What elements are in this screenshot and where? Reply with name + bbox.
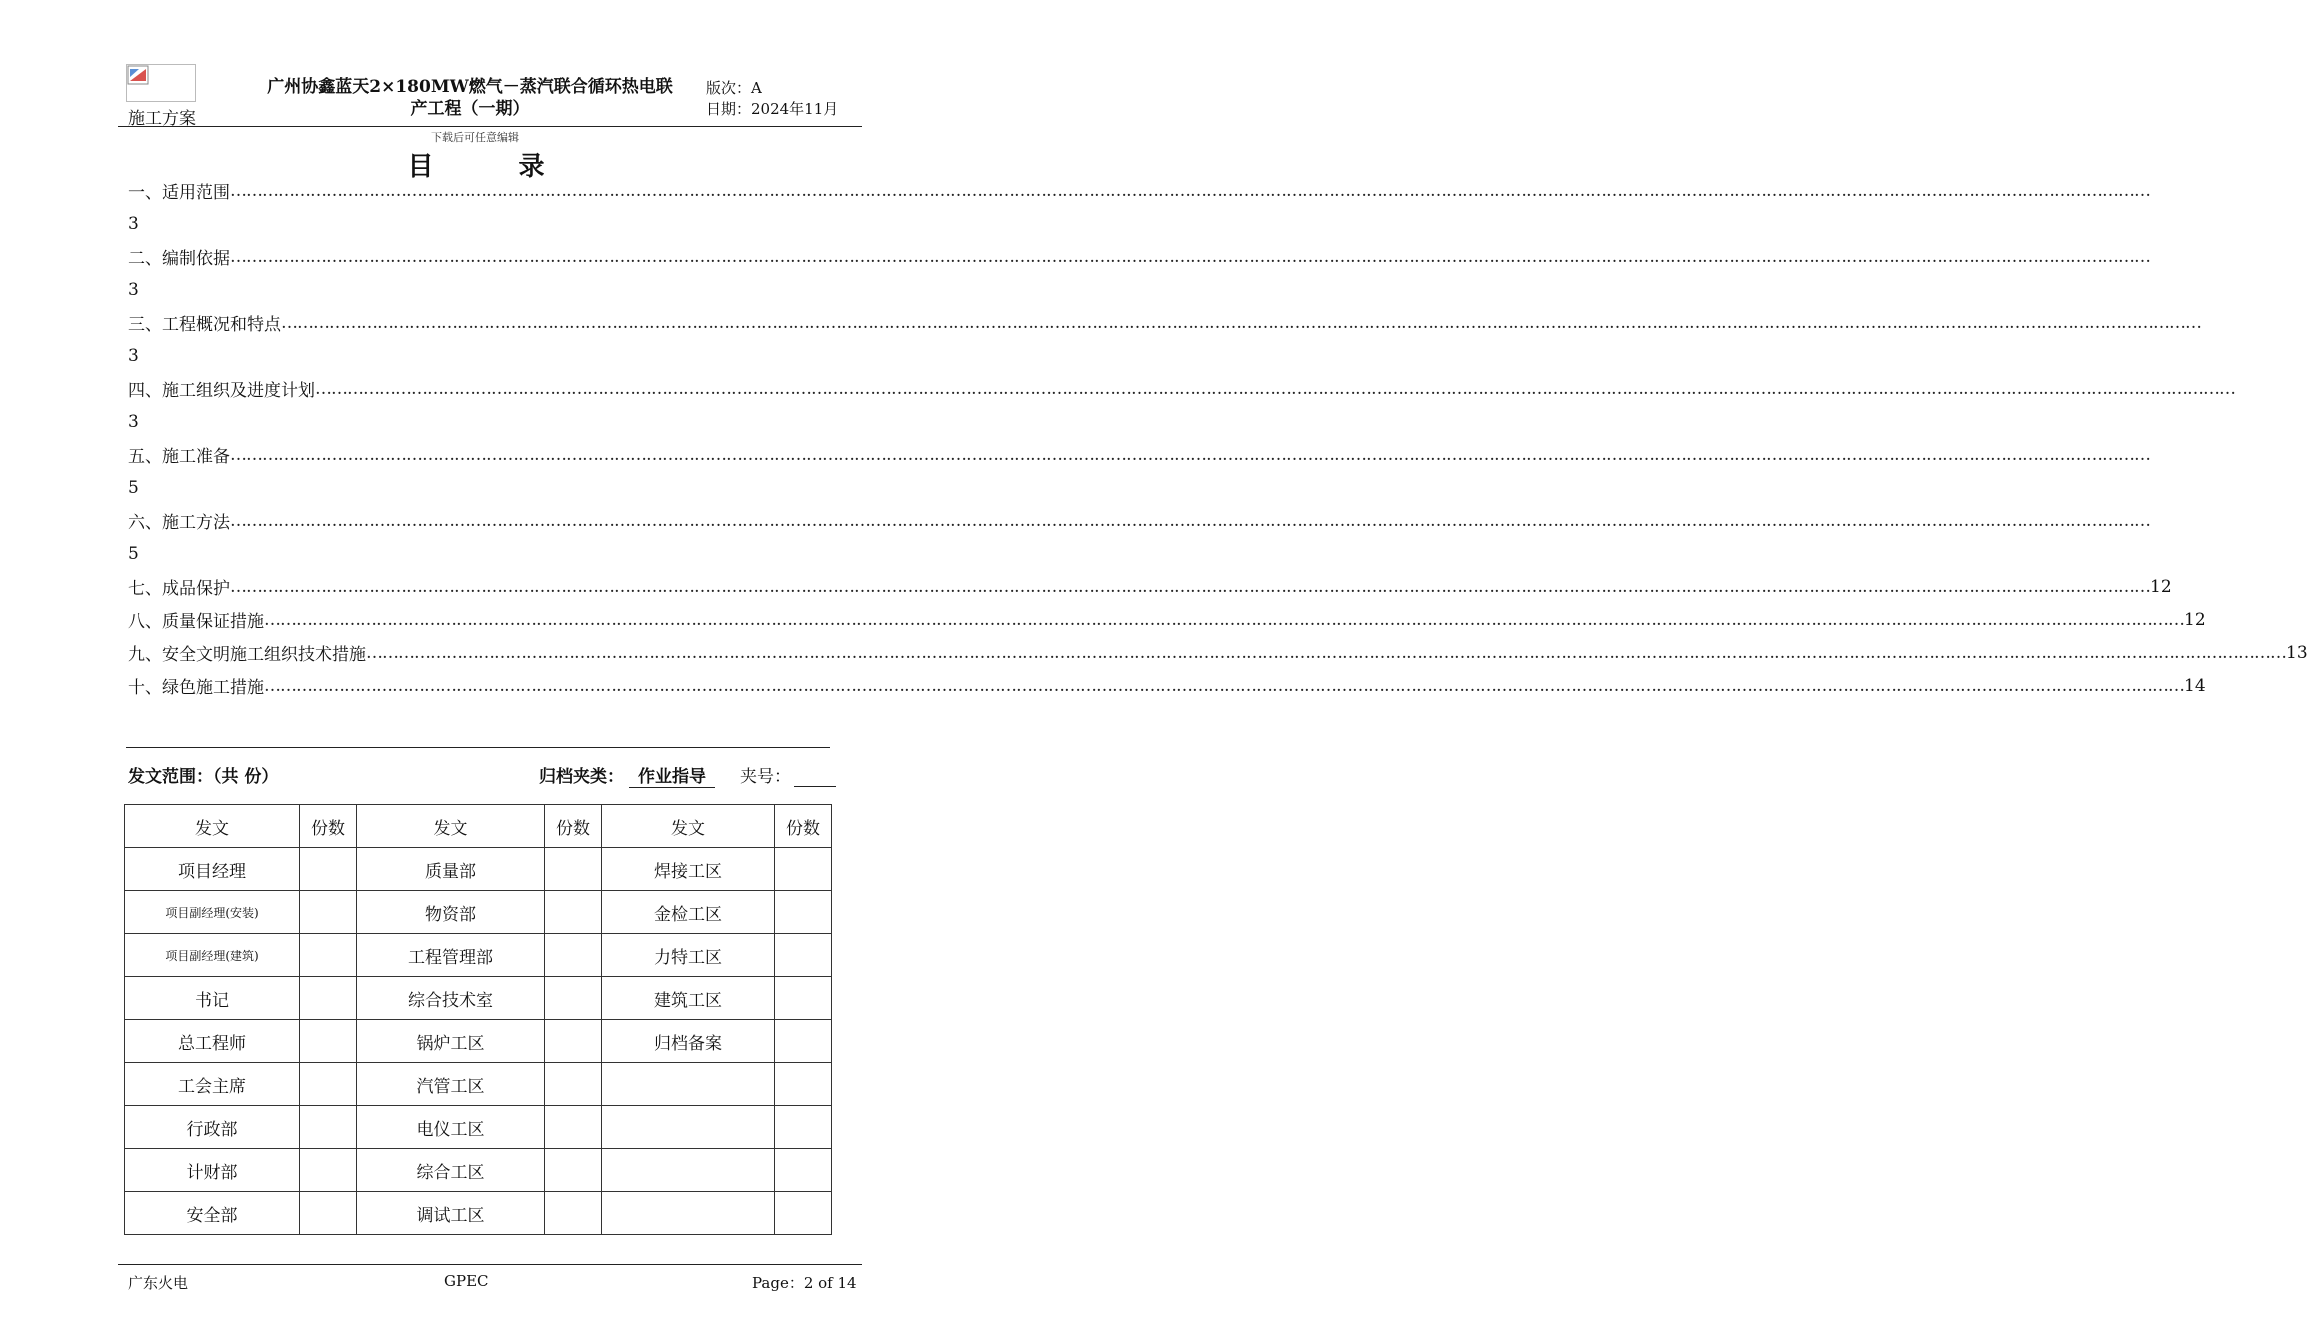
toc-item-page: 3 <box>128 279 139 300</box>
recipient-cell: 综合技术室 <box>357 977 545 1020</box>
copies-cell[interactable] <box>775 1063 832 1106</box>
toc-leader-dots: ……………………………………………………………………………………………………………………………………………………………………………………………………………………………………………………………………………………………………………………………… <box>264 609 2184 630</box>
recipient-cell: 行政部 <box>125 1106 300 1149</box>
recipient-cell: 项目经理 <box>125 848 300 891</box>
toc-item-page: 14 <box>2184 675 2206 696</box>
toc-item[interactable] <box>128 636 2308 669</box>
copies-cell[interactable] <box>545 848 602 891</box>
copies-cell[interactable] <box>775 934 832 977</box>
toc-heading: 目 录 <box>407 152 583 182</box>
toc-item-label: 一、适用范围 <box>128 183 230 203</box>
toc-item[interactable] <box>128 438 2150 471</box>
recipient-cell <box>602 1149 775 1192</box>
toc-item-page-line <box>128 537 856 570</box>
toc-item-label: 三、工程概况和特点 <box>128 315 281 335</box>
recipient-cell: 电仪工区 <box>357 1106 545 1149</box>
header-copies: 份数 <box>775 805 832 848</box>
copies-cell[interactable] <box>545 977 602 1020</box>
header-copies: 份数 <box>545 805 602 848</box>
toc-item-label: 四、施工组织及进度计划 <box>128 381 315 401</box>
toc-item-label: 六、施工方法 <box>128 513 230 533</box>
toc-item-page: 5 <box>128 477 139 498</box>
table-of-contents <box>128 174 2308 702</box>
version-info <box>706 78 838 120</box>
date-text: 日期：2024年11月 <box>706 100 839 118</box>
copies-cell[interactable] <box>775 1020 832 1063</box>
toc-item-page: 12 <box>2184 609 2206 630</box>
recipient-cell: 书记 <box>125 977 300 1020</box>
recipient-cell: 安全部 <box>125 1192 300 1235</box>
toc-item[interactable] <box>128 603 2206 636</box>
table-row <box>125 891 832 934</box>
table-row <box>125 1192 832 1235</box>
copies-cell[interactable] <box>300 1106 357 1149</box>
copies-cell[interactable] <box>300 1020 357 1063</box>
toc-item-page: 13 <box>2286 642 2308 663</box>
copies-cell[interactable] <box>775 977 832 1020</box>
recipient-cell: 工程管理部 <box>357 934 545 977</box>
version-text: 版次：A <box>706 79 762 97</box>
footer-code: GPEC <box>444 1272 489 1290</box>
toc-item[interactable] <box>128 306 2201 339</box>
logo-mark-icon <box>127 65 149 85</box>
recipient-cell <box>602 1192 775 1235</box>
copies-cell[interactable] <box>545 934 602 977</box>
recipient-cell: 建筑工区 <box>602 977 775 1020</box>
header-divider <box>118 126 862 127</box>
archive-value: 作业指导 <box>629 762 715 788</box>
distribution-header <box>128 762 840 786</box>
copies-cell[interactable] <box>300 1063 357 1106</box>
recipient-cell: 工会主席 <box>125 1063 300 1106</box>
toc-leader-dots: ……………………………………………………………………………………………………………………………………………………………………………………………………………………………………………………………………………………………………………………………… <box>264 675 2184 696</box>
copies-cell[interactable] <box>300 1192 357 1235</box>
toc-item-page-line <box>128 339 856 372</box>
toc-leader-dots: ……………………………………………………………………………………………………………………………………………………………………………………………………………………………………………………………………………………………………………………………… <box>230 510 2150 531</box>
copies-cell[interactable] <box>775 1149 832 1192</box>
header-recipient: 发文 <box>125 805 300 848</box>
clip-label: 夹号： <box>740 767 791 787</box>
toc-item[interactable] <box>128 240 2150 273</box>
table-row <box>125 977 832 1020</box>
copies-cell[interactable] <box>775 1106 832 1149</box>
recipient-cell: 物资部 <box>357 891 545 934</box>
copies-cell[interactable] <box>545 1020 602 1063</box>
header-copies: 份数 <box>300 805 357 848</box>
toc-item-label: 二、编制依据 <box>128 249 230 269</box>
page-number: Page：2 of 14 <box>752 1274 857 1292</box>
toc-item[interactable] <box>128 174 2150 207</box>
copies-cell[interactable] <box>545 1106 602 1149</box>
footer-company: 广东火电 <box>128 1274 189 1292</box>
toc-leader-dots: ……………………………………………………………………………………………………………………………………………………………………………………………………………………………………………………………………………………………………………………………… <box>315 378 2235 399</box>
copies-cell[interactable] <box>300 934 357 977</box>
company-logo <box>126 64 196 102</box>
toc-item[interactable] <box>128 570 2172 603</box>
toc-item-page-line <box>128 273 856 306</box>
recipient-cell: 质量部 <box>357 848 545 891</box>
copies-cell[interactable] <box>545 891 602 934</box>
table-row <box>125 934 832 977</box>
recipient-cell: 力特工区 <box>602 934 775 977</box>
toc-item-page-line <box>128 207 856 240</box>
toc-item-label: 七、成品保护 <box>128 579 230 599</box>
recipient-cell: 调试工区 <box>357 1192 545 1235</box>
clip-number-blank <box>794 786 836 787</box>
toc-leader-dots: ……………………………………………………………………………………………………………………………………………………………………………………………………………………………………………………………………………………………………………………………… <box>230 246 2150 267</box>
recipient-cell: 项目副经理(建筑) <box>125 934 300 977</box>
toc-item-page-line <box>128 405 856 438</box>
copies-cell[interactable] <box>300 848 357 891</box>
header-recipient: 发文 <box>357 805 545 848</box>
recipient-cell: 综合工区 <box>357 1149 545 1192</box>
recipient-cell: 项目副经理(安装) <box>125 891 300 934</box>
toc-leader-dots: ……………………………………………………………………………………………………………………………………………………………………………………………………………………………………………………………………………………………………………………………… <box>230 576 2150 597</box>
toc-leader-dots: ……………………………………………………………………………………………………………………………………………………………………………………………………………………………………………………………………………………………………………………………… <box>230 444 2150 465</box>
toc-item[interactable] <box>128 372 2235 405</box>
table-row <box>125 1149 832 1192</box>
project-title <box>250 76 690 120</box>
table-row <box>125 1106 832 1149</box>
copies-cell[interactable] <box>775 1192 832 1235</box>
toc-item-label: 八、质量保证措施 <box>128 612 264 632</box>
toc-item-page: 3 <box>128 213 139 234</box>
copies-cell[interactable] <box>300 1149 357 1192</box>
footer-divider <box>118 1264 862 1265</box>
copies-cell[interactable] <box>545 1063 602 1106</box>
copies-cell[interactable] <box>775 848 832 891</box>
table-header-row <box>125 805 832 848</box>
copies-cell[interactable] <box>545 1149 602 1192</box>
copies-cell[interactable] <box>300 891 357 934</box>
table-row <box>125 1063 832 1106</box>
toc-item-page: 5 <box>128 543 139 564</box>
toc-item-label: 五、施工准备 <box>128 447 230 467</box>
recipient-cell: 计财部 <box>125 1149 300 1192</box>
toc-leader-dots: ……………………………………………………………………………………………………………………………………………………………………………………………………………………………………………………………………………………………………………………………… <box>366 642 2286 663</box>
copies-cell[interactable] <box>545 1192 602 1235</box>
toc-item[interactable] <box>128 504 2150 537</box>
recipient-cell: 金检工区 <box>602 891 775 934</box>
copies-cell[interactable] <box>300 977 357 1020</box>
toc-item-page: 3 <box>128 345 139 366</box>
project-title-line1: 广州协鑫蓝天2×180MW燃气－蒸汽联合循环热电联 <box>267 77 673 97</box>
header-recipient: 发文 <box>602 805 775 848</box>
toc-leader-dots: ……………………………………………………………………………………………………………………………………………………………………………………………………………………………………………………………………………………………………………………………… <box>281 312 2201 333</box>
table-row <box>125 848 832 891</box>
recipient-cell: 锅炉工区 <box>357 1020 545 1063</box>
copies-cell[interactable] <box>775 891 832 934</box>
recipient-cell <box>602 1063 775 1106</box>
toc-item-page-line <box>128 471 856 504</box>
distribution-scope: 发文范围：（共 份） <box>128 767 279 787</box>
recipient-cell <box>602 1106 775 1149</box>
watermark-text: 下载后可任意编辑 <box>431 131 519 144</box>
distribution-table <box>124 804 832 1235</box>
recipient-cell: 汽管工区 <box>357 1063 545 1106</box>
table-row <box>125 1020 832 1063</box>
toc-leader-dots: ……………………………………………………………………………………………………………………………………………………………………………………………………………………………………………………………………………………………………………………………… <box>230 180 2150 201</box>
recipient-cell: 归档备案 <box>602 1020 775 1063</box>
recipient-cell: 焊接工区 <box>602 848 775 891</box>
toc-item-page: 3 <box>128 411 139 432</box>
toc-item[interactable] <box>128 669 2206 702</box>
recipient-cell: 总工程师 <box>125 1020 300 1063</box>
project-title-line2: 产工程（一期） <box>410 99 530 119</box>
toc-item-label: 十、绿色施工措施 <box>128 678 264 698</box>
toc-item-label: 九、安全文明施工组织技术措施 <box>128 645 366 665</box>
toc-item-page: 12 <box>2150 576 2172 597</box>
distribution-divider <box>126 747 830 748</box>
archive-label: 归档夹类： <box>539 767 624 787</box>
doc-type-label: 施工方案 <box>128 109 196 129</box>
